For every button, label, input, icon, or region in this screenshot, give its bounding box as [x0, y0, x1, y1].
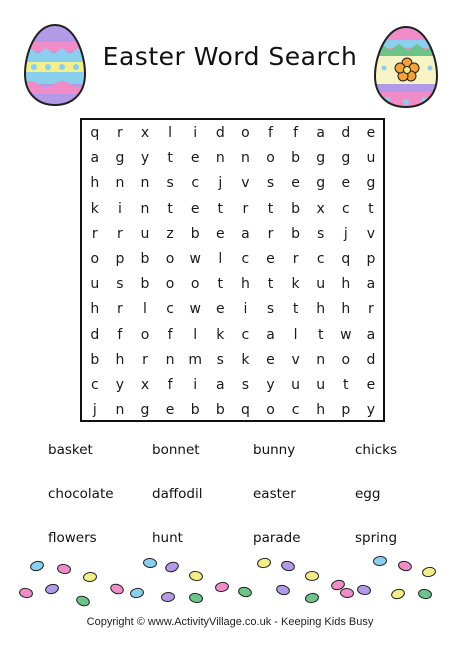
grid-letter: a — [366, 276, 376, 293]
grid-letter: s — [317, 225, 325, 242]
word-list-item: hunt — [152, 530, 183, 546]
jelly-bean — [189, 570, 203, 581]
grid-letter: s — [166, 175, 174, 192]
grid-letter: h — [115, 351, 125, 368]
grid-letter: n — [115, 175, 125, 192]
grid-letter: u — [291, 377, 301, 393]
grid-letter: c — [90, 377, 99, 393]
grid-letter: b — [190, 225, 200, 242]
grid-letter: n — [316, 351, 326, 368]
jelly-bean — [164, 561, 179, 574]
grid-letter: a — [90, 150, 100, 167]
grid-letter: r — [292, 251, 299, 267]
grid-letter: i — [117, 200, 122, 217]
grid-letter: x — [140, 125, 150, 141]
grid-letter: t — [167, 150, 173, 167]
grid-letter: u — [366, 150, 376, 167]
word-list-item: chocolate — [48, 486, 114, 502]
jelly-bean — [143, 558, 157, 568]
grid-letter: c — [191, 175, 200, 192]
grid-letter: y — [366, 402, 376, 419]
grid-letter: r — [117, 225, 123, 242]
grid-letter: d — [366, 351, 376, 368]
grid-letter: r — [117, 301, 123, 318]
grid-letter: c — [241, 326, 250, 343]
grid-letter: y — [140, 150, 150, 167]
grid-letter: s — [216, 351, 224, 368]
grid-letter: h — [341, 301, 351, 318]
grid-letter: t — [267, 276, 274, 293]
grid-letter: f — [167, 326, 173, 343]
grid-letter: e — [266, 351, 275, 368]
grid-letter: t — [317, 326, 324, 343]
grid-letter: h — [90, 301, 100, 318]
grid-letter: f — [293, 125, 299, 141]
grid-letter: a — [366, 326, 376, 343]
word-list-item: flowers — [48, 530, 97, 546]
grid-letter: g — [316, 175, 326, 192]
word-list-item: daffodil — [152, 486, 203, 502]
word-list-item: bonnet — [152, 442, 200, 458]
grid-letter: t — [292, 301, 299, 318]
grid-letter: p — [341, 402, 351, 419]
grid-letter: g — [115, 150, 125, 167]
jelly-bean — [238, 586, 253, 598]
grid-letter: s — [266, 301, 275, 318]
word-list-item: spring — [355, 530, 398, 546]
grid-letter: u — [90, 276, 100, 293]
grid-letter: q — [240, 402, 250, 419]
jelly-bean — [357, 584, 371, 595]
grid-letter: n — [165, 351, 175, 368]
grid-letter: g — [140, 402, 150, 419]
word-list-item: parade — [253, 530, 301, 546]
grid-letter: o — [341, 351, 351, 368]
grid-letter: h — [90, 175, 100, 192]
grid-letter: l — [168, 125, 173, 141]
grid-letter: e — [215, 301, 225, 318]
grid-letter: x — [140, 377, 150, 393]
grid-letter: h — [316, 301, 326, 318]
grid-letter: x — [316, 200, 325, 217]
jelly-bean — [215, 581, 229, 592]
grid-letter: f — [268, 125, 273, 141]
grid-letter: g — [316, 150, 326, 167]
grid-letter: r — [267, 225, 274, 242]
grid-letter: o — [140, 326, 150, 343]
grid-letter: s — [116, 276, 124, 293]
jelly-bean — [418, 588, 432, 599]
grid-letter: n — [140, 175, 150, 192]
grid-letter: e — [215, 225, 225, 242]
grid-letter: y — [266, 377, 275, 393]
word-list-item: chicks — [355, 442, 398, 458]
jelly-bean — [422, 566, 436, 577]
grid-letter: o — [190, 276, 200, 293]
grid-letter: s — [266, 175, 275, 192]
jelly-bean — [257, 557, 271, 568]
jelly-bean — [109, 583, 124, 596]
word-list-item: easter — [253, 486, 296, 502]
jelly-bean — [281, 560, 296, 572]
grid-letter: e — [190, 150, 200, 167]
grid-letter: j — [343, 225, 348, 242]
grid-letter: i — [243, 301, 248, 318]
jelly-bean — [373, 556, 387, 566]
grid-letter: l — [193, 326, 198, 343]
grid-letter: p — [366, 251, 376, 267]
copyright-notice: Copyright © www.ActivityVillage.co.uk - Keeping Kids Busy — [86, 616, 374, 628]
grid-letter: d — [90, 326, 100, 343]
grid-letter: u — [316, 276, 326, 293]
jelly-bean — [391, 588, 406, 600]
grid-letter: b — [190, 402, 200, 419]
grid-letter: a — [216, 377, 225, 393]
grid-letter: d — [341, 125, 351, 141]
word-list-item: egg — [355, 486, 381, 502]
jelly-bean — [57, 563, 71, 574]
grid-letter: b — [291, 200, 301, 217]
grid-letter: a — [266, 326, 275, 343]
grid-letter: s — [241, 377, 250, 393]
grid-letter: k — [291, 276, 300, 293]
grid-letter: w — [189, 251, 201, 267]
grid-letter: t — [167, 200, 173, 217]
grid-letter: t — [368, 200, 374, 217]
jelly-bean — [30, 560, 45, 572]
grid-letter: b — [140, 276, 150, 293]
grid-letter: o — [266, 402, 275, 419]
grid-letter: v — [291, 351, 300, 368]
grid-letter: c — [291, 402, 300, 419]
jelly-bean — [19, 587, 33, 598]
jelly-bean — [305, 592, 319, 603]
grid-letter: c — [316, 251, 325, 267]
grid-letter: t — [217, 200, 224, 217]
grid-letter: b — [215, 402, 225, 419]
grid-letter: v — [366, 225, 376, 242]
grid-letter: b — [291, 150, 301, 167]
grid-letter: g — [341, 150, 351, 167]
grid-letter: o — [241, 125, 250, 141]
grid-letter: e — [266, 251, 275, 267]
grid-letter: b — [90, 351, 100, 368]
grid-letter: w — [340, 326, 352, 343]
grid-letter: n — [140, 200, 150, 217]
grid-letter: t — [267, 200, 274, 217]
grid-letter: r — [91, 225, 98, 242]
grid-letter: o — [165, 276, 175, 293]
grid-letter: p — [115, 251, 125, 267]
jelly-bean — [398, 560, 413, 572]
grid-letter: e — [190, 200, 200, 217]
grid-letter: r — [117, 125, 123, 141]
grid-letter: n — [240, 150, 250, 167]
grid-letter: t — [343, 377, 349, 393]
grid-letter: q — [341, 251, 351, 267]
grid-letter: i — [193, 125, 198, 141]
jelly-bean — [340, 588, 354, 598]
grid-letter: q — [90, 125, 100, 141]
grid-letter: e — [291, 175, 300, 192]
grid-letter: o — [90, 251, 100, 267]
grid-letter: a — [241, 225, 250, 242]
grid-letter: e — [366, 125, 376, 141]
grid-letter: w — [189, 301, 201, 318]
jelly-bean — [189, 592, 203, 603]
grid-letter: o — [165, 251, 175, 267]
jelly-bean — [45, 583, 60, 595]
grid-letter: f — [117, 326, 123, 343]
grid-letter: f — [167, 377, 173, 393]
grid-letter: k — [241, 351, 250, 368]
grid-letter: l — [143, 301, 147, 318]
grid-letter: e — [165, 402, 175, 419]
grid-letter: h — [316, 402, 326, 419]
grid-letter: e — [341, 175, 351, 192]
grid-letter: r — [242, 200, 249, 217]
grid-letter: n — [115, 402, 125, 419]
jelly-bean — [161, 592, 175, 602]
grid-letter: j — [92, 402, 97, 419]
grid-letter: l — [293, 326, 298, 343]
word-list-item: basket — [48, 442, 93, 458]
grid-letter: n — [215, 150, 225, 167]
grid-letter: b — [140, 251, 150, 267]
jelly-bean — [276, 584, 291, 596]
grid-letter: g — [366, 175, 376, 192]
word-list-item: bunny — [253, 442, 296, 458]
grid-letter: v — [241, 175, 250, 192]
grid-letter: r — [368, 301, 374, 318]
grid-letter: e — [366, 377, 376, 393]
grid-letter: c — [341, 200, 350, 217]
grid-letter: u — [316, 377, 326, 393]
grid-letter: a — [316, 125, 325, 141]
grid-letter: h — [240, 276, 250, 293]
grid-letter: b — [291, 225, 301, 242]
jelly-bean — [306, 572, 319, 581]
grid-letter: o — [266, 150, 275, 167]
jelly-bean — [75, 595, 90, 608]
page-title: Easter Word Search — [102, 42, 358, 71]
jelly-bean — [130, 587, 144, 598]
grid-letter: u — [140, 225, 150, 242]
grid-letter: i — [193, 377, 198, 393]
jelly-bean — [83, 572, 97, 582]
grid-letter: d — [215, 125, 225, 141]
grid-letter: k — [90, 200, 99, 217]
grid-letter: c — [166, 301, 174, 318]
grid-letter: j — [218, 175, 223, 192]
grid-letter: k — [216, 326, 225, 343]
grid-letter: c — [241, 251, 250, 267]
grid-letter: r — [142, 351, 148, 368]
grid-letter: z — [166, 225, 174, 242]
grid-letter: t — [217, 276, 224, 293]
grid-letter: m — [188, 351, 202, 368]
grid-letter: l — [218, 251, 223, 267]
grid-letter: h — [341, 276, 351, 293]
grid-letter: y — [115, 377, 125, 393]
